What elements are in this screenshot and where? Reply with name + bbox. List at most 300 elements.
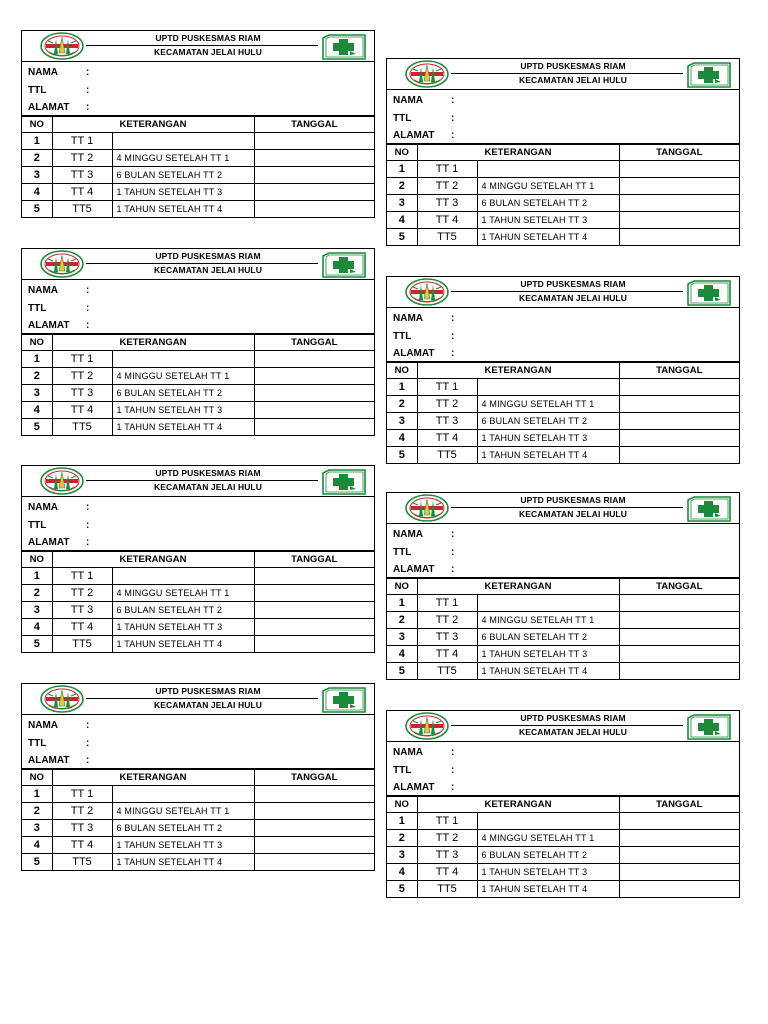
header-line-1: UPTD PUSKESMAS RIAM — [155, 251, 261, 261]
row-tanggal — [619, 413, 739, 430]
table-row — [387, 813, 739, 830]
row-no: 2 — [387, 178, 417, 195]
table-row — [22, 837, 374, 854]
header-line-1: UPTD PUSKESMAS RIAM — [520, 279, 626, 289]
row-tanggal — [254, 837, 374, 854]
field-nama — [393, 313, 454, 325]
field-label: NAMA — [393, 313, 423, 324]
puskesmas-logo-icon — [40, 32, 84, 60]
row-keterangan — [477, 379, 619, 396]
row-tanggal — [254, 602, 374, 619]
health-cross-icon — [687, 714, 731, 740]
row-keterangan — [112, 568, 254, 585]
table-header-row — [387, 363, 739, 379]
header-line-2: KECAMATAN JELAI HULU — [519, 727, 627, 737]
row-tt: TT 2 — [52, 803, 112, 820]
row-tt: TT5 — [52, 419, 112, 436]
row-tanggal — [254, 402, 374, 419]
header-keterangan: KETERANGAN — [52, 770, 254, 786]
row-no: 3 — [387, 629, 417, 646]
row-no: 1 — [22, 133, 52, 150]
row-keterangan: 6 BULAN SETELAH TT 2 — [112, 820, 254, 837]
row-tanggal — [619, 430, 739, 447]
table-header-row — [387, 145, 739, 161]
field-colon: : — [86, 285, 90, 296]
table-row — [22, 568, 374, 585]
header-line-2: KECAMATAN JELAI HULU — [154, 47, 262, 57]
row-no: 5 — [387, 881, 417, 898]
row-keterangan: 6 BULAN SETELAH TT 2 — [477, 195, 619, 212]
row-no: 5 — [387, 663, 417, 680]
row-no: 2 — [22, 803, 52, 820]
field-alamat — [393, 130, 454, 142]
field-colon: : — [86, 85, 90, 96]
field-label: NAMA — [28, 502, 58, 513]
row-keterangan: 1 TAHUN SETELAH TT 3 — [477, 646, 619, 663]
field-ttl — [28, 85, 89, 97]
row-tanggal — [254, 150, 374, 167]
header-keterangan: KETERANGAN — [52, 335, 254, 351]
row-tt: TT5 — [417, 447, 477, 464]
row-tanggal — [619, 212, 739, 229]
table-header-row — [387, 579, 739, 595]
row-keterangan: 6 BULAN SETELAH TT 2 — [477, 847, 619, 864]
field-colon: : — [451, 564, 455, 575]
row-keterangan: 4 MINGGU SETELAH TT 1 — [477, 396, 619, 413]
row-tt: TT 1 — [417, 161, 477, 178]
table-row — [387, 612, 739, 629]
field-label: TTL — [28, 520, 47, 531]
row-keterangan: 1 TAHUN SETELAH TT 3 — [477, 430, 619, 447]
table-row — [387, 646, 739, 663]
row-tanggal — [619, 663, 739, 680]
row-no: 3 — [387, 195, 417, 212]
row-tanggal — [619, 612, 739, 629]
header-divider — [86, 480, 318, 481]
row-tanggal — [254, 803, 374, 820]
tt-schedule-table — [22, 116, 374, 217]
card-header — [22, 31, 374, 62]
table-header-row — [387, 797, 739, 813]
field-alamat — [393, 782, 454, 794]
health-cross-icon — [322, 34, 366, 60]
row-tt: TT 3 — [52, 602, 112, 619]
row-tt: TT 2 — [417, 396, 477, 413]
row-keterangan: 1 TAHUN SETELAH TT 4 — [477, 229, 619, 246]
row-tanggal — [254, 133, 374, 150]
header-keterangan: KETERANGAN — [417, 797, 619, 813]
header-no: NO — [22, 770, 52, 786]
table-row — [22, 419, 374, 436]
row-tanggal — [254, 636, 374, 653]
table-row — [387, 663, 739, 680]
table-header-row — [22, 552, 374, 568]
header-tanggal: TANGGAL — [619, 579, 739, 595]
header-keterangan: KETERANGAN — [417, 363, 619, 379]
header-line-2: KECAMATAN JELAI HULU — [519, 509, 627, 519]
row-no: 5 — [387, 229, 417, 246]
table-row — [22, 184, 374, 201]
health-cross-icon — [687, 280, 731, 306]
field-nama — [393, 747, 454, 759]
table-row — [22, 385, 374, 402]
row-no: 1 — [387, 813, 417, 830]
row-tt: TT 2 — [417, 178, 477, 195]
header-keterangan: KETERANGAN — [417, 145, 619, 161]
row-no: 1 — [22, 568, 52, 585]
row-tanggal — [619, 646, 739, 663]
card-header — [22, 684, 374, 715]
row-no: 4 — [387, 646, 417, 663]
row-keterangan: 6 BULAN SETELAH TT 2 — [477, 413, 619, 430]
header-no: NO — [22, 335, 52, 351]
row-no: 5 — [22, 636, 52, 653]
header-divider — [451, 291, 683, 292]
header-line-1: UPTD PUSKESMAS RIAM — [520, 713, 626, 723]
row-tt: TT 3 — [417, 195, 477, 212]
row-tt: TT5 — [417, 881, 477, 898]
row-tt: TT 3 — [417, 847, 477, 864]
card-header — [387, 493, 739, 524]
row-keterangan: 6 BULAN SETELAH TT 2 — [112, 602, 254, 619]
header-tanggal: TANGGAL — [619, 797, 739, 813]
row-tanggal — [619, 881, 739, 898]
field-nama — [28, 285, 89, 297]
field-colon: : — [86, 720, 90, 731]
table-row — [387, 212, 739, 229]
field-label: ALAMAT — [28, 320, 70, 331]
row-tt: TT 2 — [417, 612, 477, 629]
card-header — [22, 466, 374, 497]
table-row — [387, 447, 739, 464]
row-tt: TT 1 — [52, 133, 112, 150]
row-no: 1 — [22, 351, 52, 368]
row-keterangan: 1 TAHUN SETELAH TT 3 — [477, 212, 619, 229]
tt-schedule-table — [387, 578, 739, 679]
row-no: 4 — [387, 430, 417, 447]
puskesmas-logo-icon — [405, 60, 449, 88]
field-ttl — [28, 303, 89, 315]
row-no: 3 — [22, 820, 52, 837]
header-divider — [451, 73, 683, 74]
row-keterangan: 1 TAHUN SETELAH TT 3 — [112, 402, 254, 419]
row-keterangan — [477, 161, 619, 178]
row-no: 5 — [387, 447, 417, 464]
row-tt: TT 1 — [52, 351, 112, 368]
row-keterangan: 1 TAHUN SETELAH TT 4 — [112, 636, 254, 653]
header-line-1: UPTD PUSKESMAS RIAM — [520, 495, 626, 505]
row-tt: TT 4 — [417, 212, 477, 229]
field-ttl — [28, 738, 89, 750]
row-no: 2 — [387, 830, 417, 847]
row-tt: TT 3 — [52, 167, 112, 184]
row-tt: TT5 — [52, 636, 112, 653]
immunization-card-left-4 — [21, 683, 375, 871]
row-keterangan: 6 BULAN SETELAH TT 2 — [112, 167, 254, 184]
row-tt: TT 4 — [417, 864, 477, 881]
row-tt: TT5 — [417, 229, 477, 246]
row-tt: TT 2 — [52, 585, 112, 602]
table-row — [22, 854, 374, 871]
row-keterangan: 6 BULAN SETELAH TT 2 — [477, 629, 619, 646]
row-no: 1 — [387, 161, 417, 178]
table-row — [22, 619, 374, 636]
card-header — [22, 249, 374, 280]
puskesmas-logo-icon — [40, 467, 84, 495]
row-keterangan: 1 TAHUN SETELAH TT 4 — [477, 881, 619, 898]
header-no: NO — [387, 797, 417, 813]
header-divider — [451, 507, 683, 508]
field-label: ALAMAT — [393, 564, 435, 575]
row-keterangan: 1 TAHUN SETELAH TT 4 — [112, 419, 254, 436]
row-keterangan: 1 TAHUN SETELAH TT 4 — [477, 447, 619, 464]
header-keterangan: KETERANGAN — [417, 579, 619, 595]
field-label: ALAMAT — [393, 348, 435, 359]
row-tanggal — [254, 201, 374, 218]
immunization-card-right-1 — [386, 58, 740, 246]
row-tt: TT 2 — [52, 368, 112, 385]
header-keterangan: KETERANGAN — [52, 117, 254, 133]
row-no: 2 — [22, 150, 52, 167]
row-tanggal — [254, 184, 374, 201]
immunization-card-left-1 — [21, 30, 375, 218]
table-row — [387, 629, 739, 646]
row-no: 2 — [387, 612, 417, 629]
row-keterangan: 1 TAHUN SETELAH TT 4 — [477, 663, 619, 680]
field-ttl — [393, 331, 454, 343]
row-tt: TT 4 — [52, 402, 112, 419]
table-row — [22, 636, 374, 653]
row-no: 4 — [22, 184, 52, 201]
field-ttl — [28, 520, 89, 532]
row-keterangan: 4 MINGGU SETELAH TT 1 — [112, 585, 254, 602]
row-no: 2 — [387, 396, 417, 413]
row-tt: TT 3 — [52, 820, 112, 837]
row-tt: TT 4 — [52, 837, 112, 854]
header-no: NO — [22, 117, 52, 133]
field-nama — [28, 720, 89, 732]
row-tt: TT5 — [52, 854, 112, 871]
header-no: NO — [22, 552, 52, 568]
row-keterangan: 1 TAHUN SETELAH TT 3 — [112, 837, 254, 854]
field-alamat — [28, 755, 89, 767]
field-label: TTL — [393, 113, 412, 124]
table-row — [22, 368, 374, 385]
row-no: 3 — [22, 385, 52, 402]
row-keterangan — [477, 595, 619, 612]
health-cross-icon — [687, 62, 731, 88]
row-tanggal — [254, 368, 374, 385]
header-tanggal: TANGGAL — [254, 117, 374, 133]
row-keterangan: 1 TAHUN SETELAH TT 4 — [112, 201, 254, 218]
row-tanggal — [619, 847, 739, 864]
field-label: NAMA — [28, 285, 58, 296]
row-no: 4 — [387, 212, 417, 229]
table-header-row — [22, 335, 374, 351]
field-label: ALAMAT — [28, 102, 70, 113]
field-alamat — [28, 320, 89, 332]
table-row — [387, 847, 739, 864]
row-tanggal — [254, 351, 374, 368]
tt-schedule-table — [22, 769, 374, 870]
immunization-card-left-3 — [21, 465, 375, 653]
field-label: NAMA — [393, 95, 423, 106]
field-label: NAMA — [393, 529, 423, 540]
row-tt: TT 1 — [52, 568, 112, 585]
tt-schedule-table — [387, 144, 739, 245]
table-row — [387, 413, 739, 430]
row-tt: TT 4 — [417, 646, 477, 663]
field-label: TTL — [393, 547, 412, 558]
card-header — [387, 711, 739, 742]
table-row — [22, 585, 374, 602]
table-row — [22, 150, 374, 167]
table-row — [387, 229, 739, 246]
row-tt: TT5 — [417, 663, 477, 680]
row-no: 1 — [22, 786, 52, 803]
field-colon: : — [86, 102, 90, 113]
header-tanggal: TANGGAL — [254, 335, 374, 351]
field-label: ALAMAT — [393, 130, 435, 141]
header-tanggal: TANGGAL — [254, 552, 374, 568]
row-tanggal — [619, 595, 739, 612]
row-no: 2 — [22, 585, 52, 602]
table-row — [387, 430, 739, 447]
row-tt: TT 2 — [52, 150, 112, 167]
header-keterangan: KETERANGAN — [52, 552, 254, 568]
row-keterangan — [112, 786, 254, 803]
row-no: 2 — [22, 368, 52, 385]
field-colon: : — [86, 303, 90, 314]
field-label: TTL — [28, 303, 47, 314]
table-row — [387, 195, 739, 212]
row-tt: TT 4 — [52, 184, 112, 201]
row-tanggal — [254, 786, 374, 803]
table-header-row — [22, 770, 374, 786]
row-tt: TT5 — [52, 201, 112, 218]
patient-info — [22, 497, 374, 551]
header-line-2: KECAMATAN JELAI HULU — [154, 265, 262, 275]
patient-info — [22, 62, 374, 116]
header-divider — [86, 45, 318, 46]
header-tanggal: TANGGAL — [254, 770, 374, 786]
health-cross-icon — [687, 496, 731, 522]
row-keterangan: 4 MINGGU SETELAH TT 1 — [112, 368, 254, 385]
header-line-2: KECAMATAN JELAI HULU — [519, 75, 627, 85]
row-keterangan: 1 TAHUN SETELAH TT 3 — [477, 864, 619, 881]
row-no: 5 — [22, 854, 52, 871]
field-colon: : — [86, 755, 90, 766]
table-row — [22, 820, 374, 837]
row-tanggal — [254, 854, 374, 871]
field-colon: : — [86, 520, 90, 531]
row-tanggal — [254, 385, 374, 402]
card-header — [387, 277, 739, 308]
tt-schedule-table — [22, 334, 374, 435]
row-no: 5 — [22, 201, 52, 218]
row-keterangan: 1 TAHUN SETELAH TT 4 — [112, 854, 254, 871]
table-row — [22, 133, 374, 150]
row-no: 3 — [387, 847, 417, 864]
field-label: TTL — [393, 331, 412, 342]
row-no: 4 — [22, 402, 52, 419]
row-tanggal — [619, 864, 739, 881]
puskesmas-logo-icon — [405, 278, 449, 306]
field-label: NAMA — [28, 67, 58, 78]
field-ttl — [393, 547, 454, 559]
patient-info — [387, 742, 739, 796]
header-tanggal: TANGGAL — [619, 363, 739, 379]
row-keterangan: 1 TAHUN SETELAH TT 3 — [112, 184, 254, 201]
row-tanggal — [254, 585, 374, 602]
tt-schedule-table — [387, 362, 739, 463]
table-row — [387, 161, 739, 178]
row-tanggal — [619, 379, 739, 396]
row-tanggal — [254, 619, 374, 636]
row-keterangan: 1 TAHUN SETELAH TT 3 — [112, 619, 254, 636]
health-cross-icon — [322, 469, 366, 495]
row-no: 3 — [387, 413, 417, 430]
field-colon: : — [86, 738, 90, 749]
field-colon: : — [451, 95, 455, 106]
table-header-row — [22, 117, 374, 133]
field-colon: : — [451, 348, 455, 359]
puskesmas-logo-icon — [405, 494, 449, 522]
header-divider — [451, 725, 683, 726]
table-row — [22, 167, 374, 184]
field-label: ALAMAT — [393, 782, 435, 793]
field-label: TTL — [28, 738, 47, 749]
field-ttl — [393, 765, 454, 777]
field-colon: : — [451, 782, 455, 793]
field-colon: : — [451, 113, 455, 124]
table-row — [22, 402, 374, 419]
field-nama — [28, 67, 89, 79]
field-nama — [393, 529, 454, 541]
row-tanggal — [619, 229, 739, 246]
row-tanggal — [619, 396, 739, 413]
header-divider — [86, 698, 318, 699]
field-label: TTL — [28, 85, 47, 96]
row-keterangan — [112, 351, 254, 368]
puskesmas-logo-icon — [40, 685, 84, 713]
header-no: NO — [387, 363, 417, 379]
immunization-card-right-4 — [386, 710, 740, 898]
row-tt: TT 3 — [417, 413, 477, 430]
patient-info — [387, 90, 739, 144]
table-row — [387, 595, 739, 612]
table-row — [387, 881, 739, 898]
row-tt: TT 3 — [52, 385, 112, 402]
row-tanggal — [619, 813, 739, 830]
row-no: 3 — [22, 167, 52, 184]
field-colon: : — [451, 130, 455, 141]
row-tanggal — [619, 161, 739, 178]
field-alamat — [393, 564, 454, 576]
puskesmas-logo-icon — [405, 712, 449, 740]
field-colon: : — [451, 747, 455, 758]
row-keterangan: 4 MINGGU SETELAH TT 1 — [112, 803, 254, 820]
immunization-card-left-2 — [21, 248, 375, 436]
row-tanggal — [254, 568, 374, 585]
row-tanggal — [254, 820, 374, 837]
field-alamat — [28, 102, 89, 114]
header-line-1: UPTD PUSKESMAS RIAM — [155, 468, 261, 478]
field-colon: : — [451, 313, 455, 324]
patient-info — [387, 308, 739, 362]
table-row — [387, 830, 739, 847]
row-no: 1 — [387, 379, 417, 396]
